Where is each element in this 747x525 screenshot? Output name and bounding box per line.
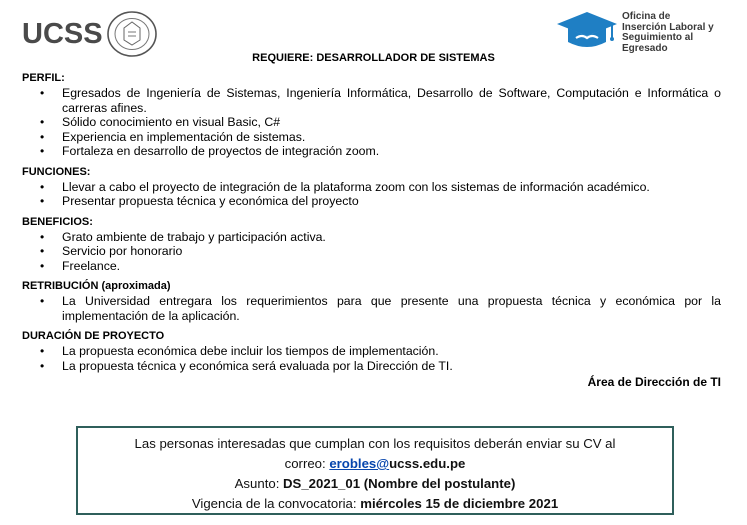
university-seal-icon: [106, 10, 158, 58]
section-title-beneficios: BENEFICIOS:: [22, 215, 93, 228]
subject-label: Asunto:: [234, 476, 284, 491]
application-info-box: [76, 426, 674, 515]
list-item: • La propuesta económica debe incluir los tiempos de implementación.: [22, 344, 721, 359]
retribucion-list: [22, 294, 721, 323]
list-item: • Grato ambiente de trabajo y participación activa.: [22, 230, 721, 245]
list-item: • La Universidad entregara los requerimientos para que presente una propuesta técnica y económica por la implementación de la aplicación.: [22, 294, 721, 323]
office-name: [622, 12, 714, 54]
list-item: • Llevar a cabo el proyecto de integración de la plataforma zoom con los sistemas de información académico.: [22, 180, 721, 195]
duracion-list: [22, 344, 721, 373]
funciones-list: [22, 180, 721, 209]
signature: Área de Dirección de TI: [587, 375, 721, 389]
section-title-perfil: PERFIL:: [22, 72, 65, 84]
validity-label: Vigencia de la convocatoria:: [191, 496, 361, 511]
list-item: • Presentar propuesta técnica y económica del proyecto: [22, 194, 721, 209]
subject-value: DS_2021_01 (Nombre del postulante): [283, 476, 516, 491]
email-label: correo:: [284, 456, 330, 471]
list-item: • Servicio por honorario: [22, 244, 721, 259]
box-line-email: [78, 454, 672, 474]
list-item: • Egresados de Ingeniería de Sistemas, Ingeniería Informática, Desarrollo de Software, Computación e Informática o carreras afines.: [22, 86, 721, 115]
office-line: Oficina de: [622, 11, 671, 22]
list-item: • Freelance.: [22, 259, 721, 274]
email-domain: ucss.edu.pe: [389, 456, 466, 471]
email-link[interactable]: erobles@: [329, 456, 390, 471]
beneficios-list: [22, 230, 721, 274]
section-title-funciones: FUNCIONES:: [22, 165, 91, 178]
list-item: • Sólido conocimiento en visual Basic, C#: [22, 115, 721, 130]
list-item: • Experiencia en implementación de sistemas.: [22, 130, 721, 145]
section-title-retribucion: RETRIBUCIÓN (aproximada): [22, 280, 171, 292]
box-line-validity: [78, 494, 672, 514]
validity-value: miércoles 15 de diciembre 2021: [360, 496, 559, 511]
office-logo: [556, 10, 714, 54]
section-title-duracion: DURACIÓN DE PROYECTO: [22, 330, 165, 342]
graduation-cap-handshake-icon: [556, 10, 618, 54]
box-line-subject: [78, 474, 672, 494]
job-description: [22, 70, 721, 389]
office-line: Egresado: [622, 42, 668, 54]
perfil-list: [22, 86, 721, 159]
office-line: Seguimiento al: [622, 32, 694, 43]
ucss-logo: [22, 10, 158, 58]
list-item: • La propuesta técnica y económica será evaluada por la Dirección de TI.: [22, 359, 721, 374]
ucss-logo-text: UCSS: [22, 17, 103, 50]
page-title: REQUIERE: DESARROLLADOR DE SISTEMAS: [252, 52, 495, 64]
box-line-instructions: Las personas interesadas que cumplan con los requisitos deberán enviar su CV al: [134, 436, 616, 451]
list-item: • Fortaleza en desarrollo de proyectos de integración zoom.: [22, 144, 721, 159]
office-line: Inserción Laboral y: [622, 21, 714, 33]
